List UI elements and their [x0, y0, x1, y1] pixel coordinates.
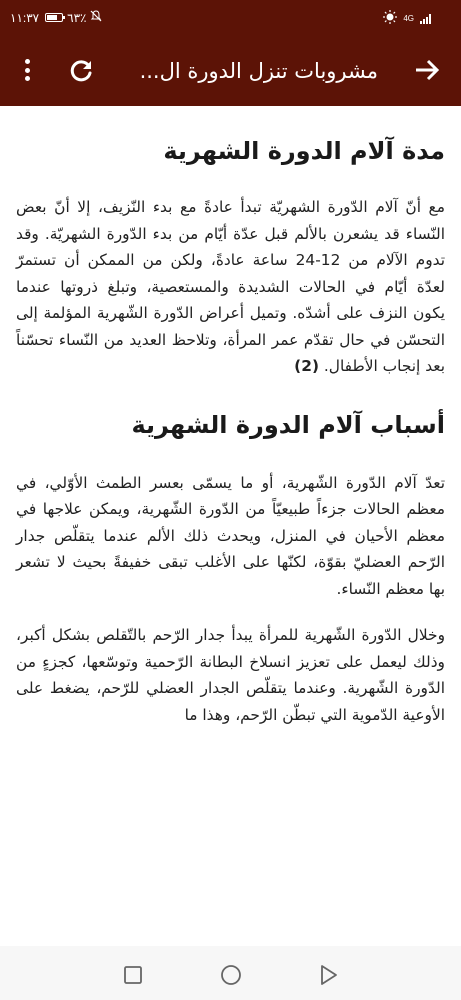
recent-apps-icon[interactable]	[121, 963, 145, 987]
status-right-group	[383, 10, 431, 27]
status-bar	[0, 0, 461, 34]
paragraph-duration-text: مع أنّ آلام الدّورة الشهريّة تبدأ عادةً مع بدء النّزيف، إلا أنّ بعض النّساء قد يشعرن بالألم قبل عدّة أيّام من بدء الدّورة الشهريّة. وقد تدوم الآلام من 12-24 ساعة عادةً، ولكن من الممكن أن تستمرّ لعدّة أيّام في الحالات الشديدة والمستعصية، وتبلغ ذروتها عندما يكون النزف على أشدّه. وتميل أعراض الدّورة الشّهرية المؤلمة إلى التحسّن في حال تقدّم عمر المرأة، وتلاحظ العديد من النّساء تحسّناً بعد إنجاب الأطفال.	[16, 198, 445, 375]
mute-icon	[90, 10, 102, 25]
paragraph-duration	[16, 194, 445, 380]
status-time: ١١:٣٧	[10, 10, 40, 25]
section-heading-duration: مدة آلام الدورة الشهرية	[163, 137, 445, 165]
reference-link[interactable]: (2)	[294, 357, 319, 375]
battery-icon	[45, 13, 63, 22]
page-title: مشروبات تنزل الدورة ال...	[139, 59, 378, 83]
paragraph-contraction: وخلال الدّورة الشّهرية للمرأة يبدأ جدار الرّحم بالتّقلص بشكل أكبر، وذلك ليعمل على تعزيز انسلاخ البطانة الرّحمية وتوسّعها، كجزءٍ من الدّورة الشّهرية. وعندما يتقلّص الجدار العضلي للرّحم، يضغط على الأوعية الدّموية التي تبطّن الرّحم، وهذا ما	[16, 626, 445, 724]
home-icon[interactable]	[219, 963, 243, 987]
back-triangle-icon[interactable]	[316, 963, 340, 987]
section-heading-causes: أسباب آلام الدورة الشهرية	[131, 410, 445, 439]
battery-percent: ٦٣٪	[67, 10, 87, 25]
refresh-icon[interactable]	[64, 54, 98, 88]
system-nav-bar	[0, 946, 461, 1000]
more-vert-icon[interactable]	[14, 56, 40, 84]
brightness-icon	[383, 10, 397, 27]
status-left-group	[10, 10, 102, 25]
network-type: 4G	[403, 14, 414, 23]
article-content[interactable]	[0, 106, 461, 946]
back-arrow-icon[interactable]	[411, 54, 443, 86]
signal-icon	[420, 14, 431, 24]
paragraph-causes: تعدّ آلام الدّورة الشّهرية، أو ما يسمّى بعسر الطمث الأوّلي، في معظم الحالات جزءاً طبيعيّاً من الدّورة الشّهرية، ويمكن علاجها في معظم الأحيان في المنزل، ويحدث ذلك الألم عندما يتقلّص جدار الرّحم العضليّ بقوّة، لكنّها على الأغلب تبقى خفيفةً بحيث لا تشعر بها معظم النّساء.	[16, 473, 445, 598]
app-bar	[0, 34, 461, 106]
